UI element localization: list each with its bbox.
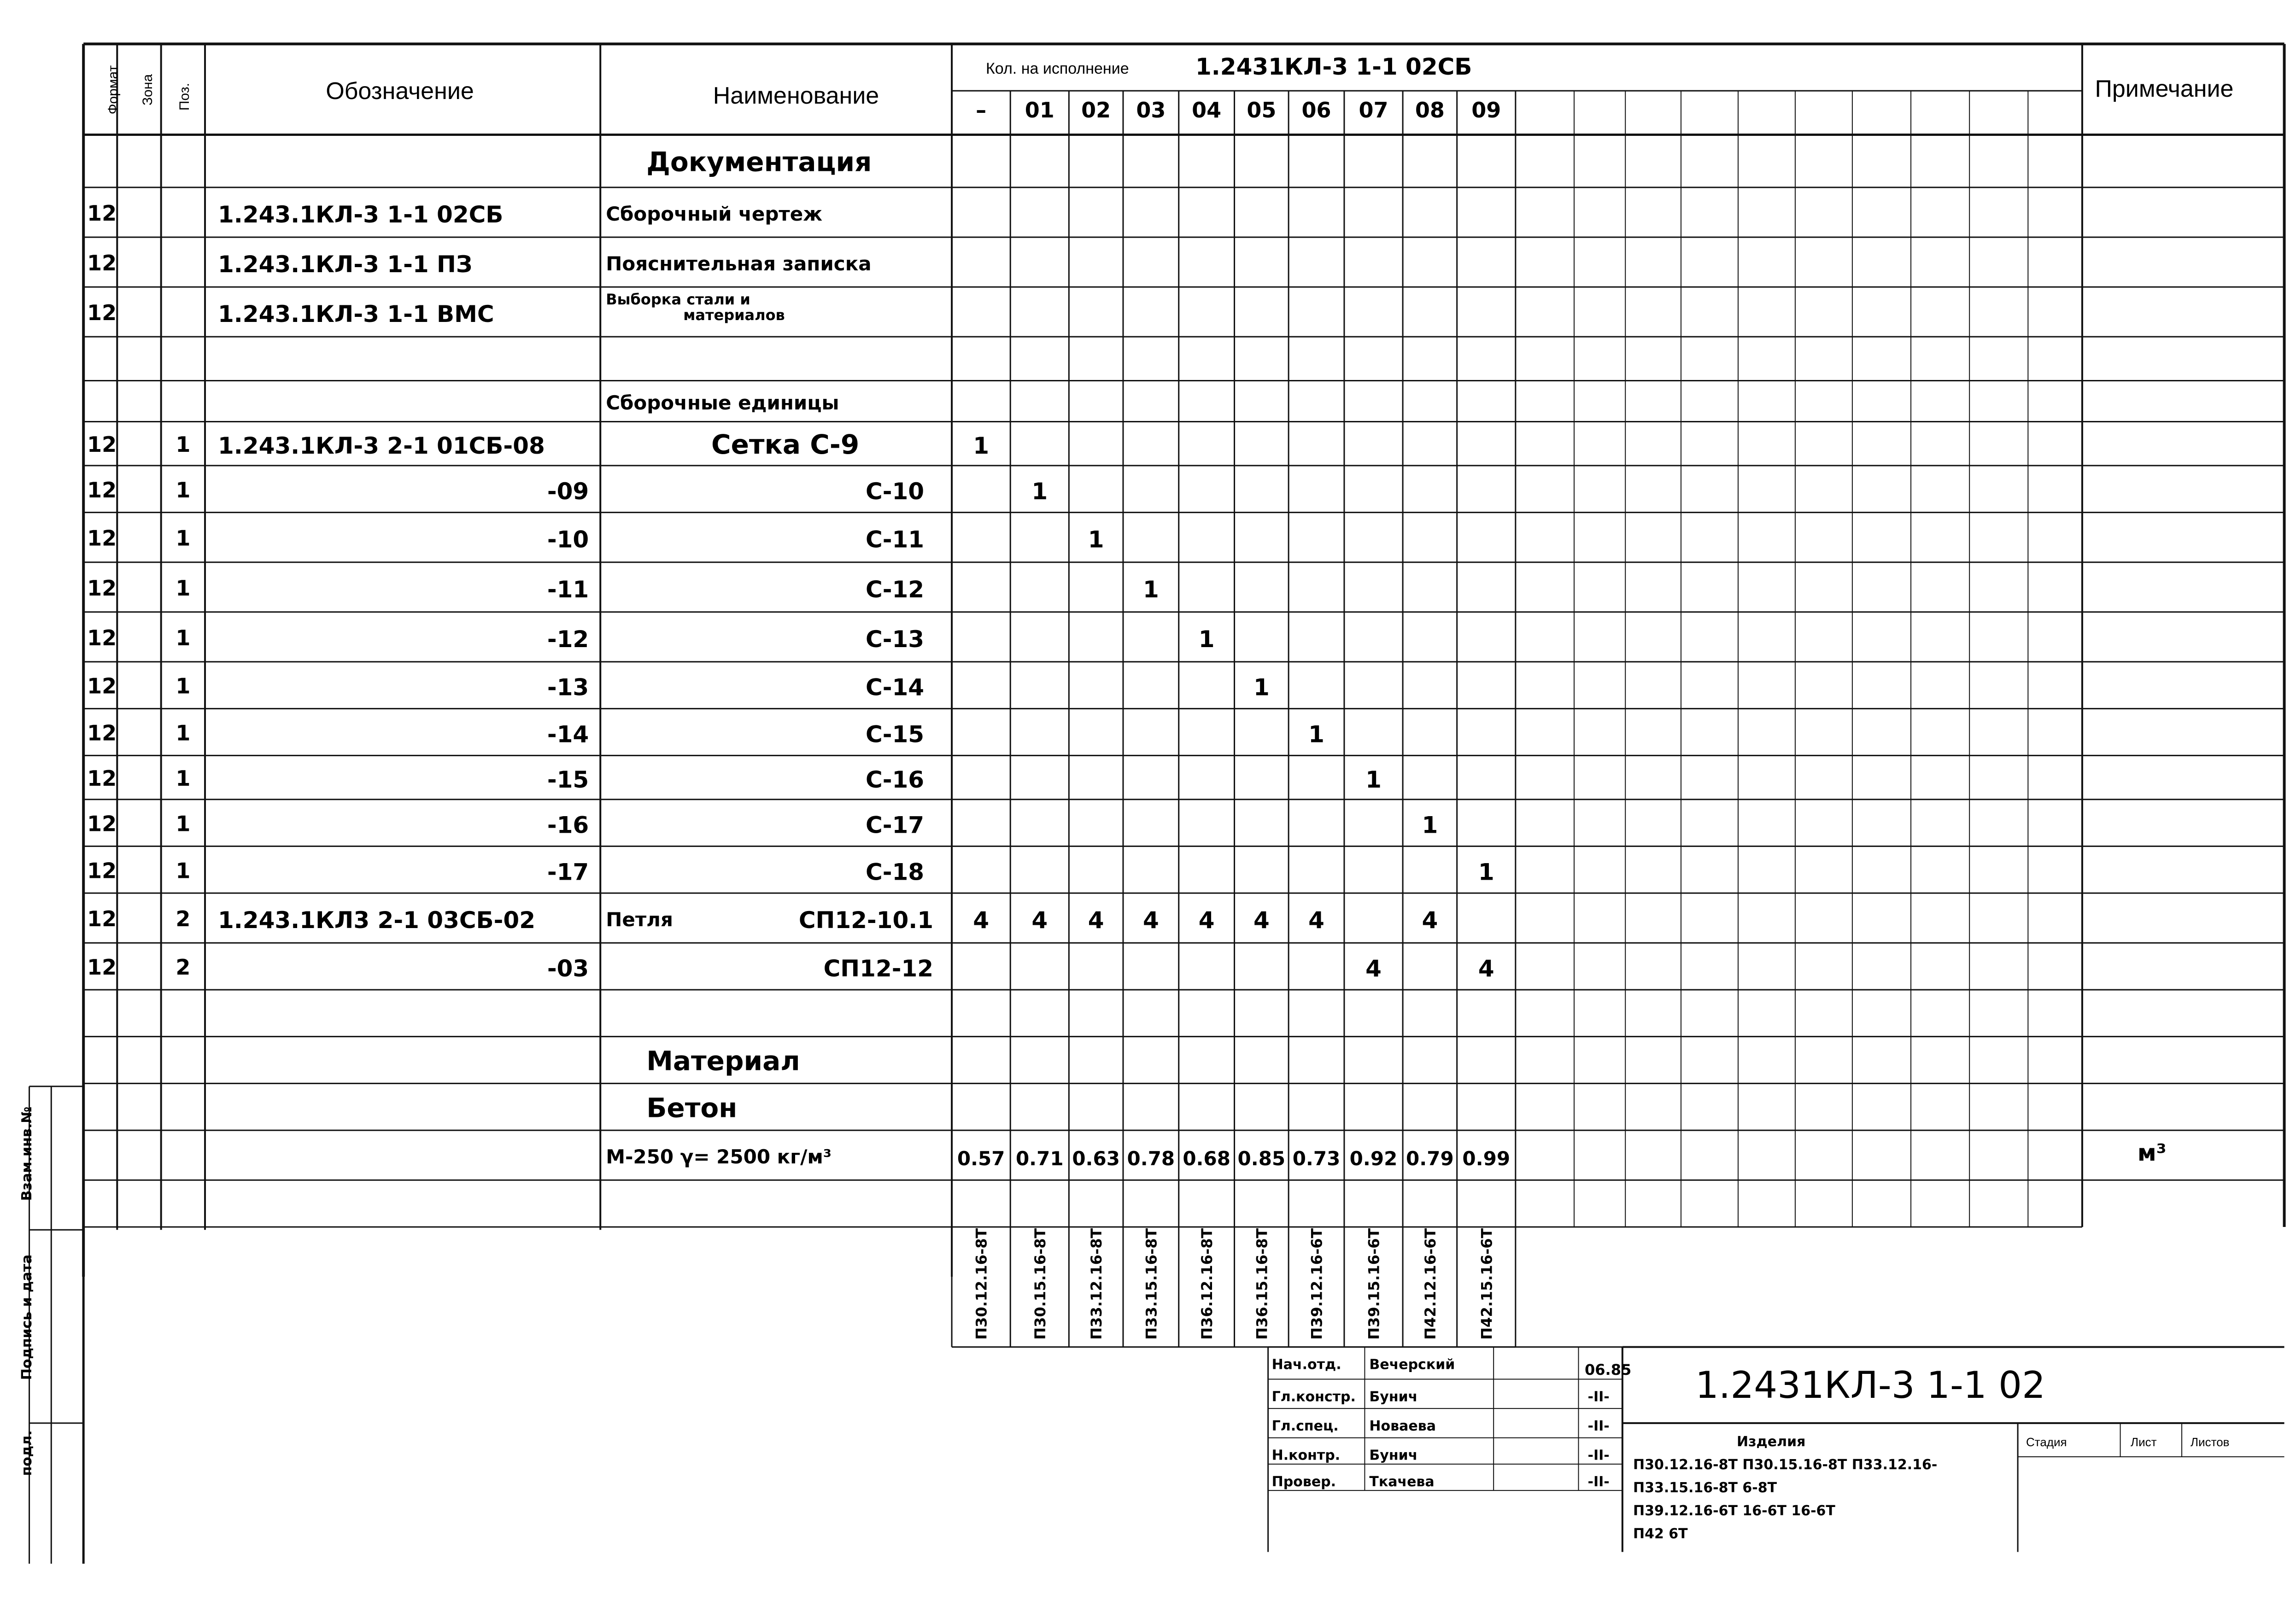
row-qty: 1: [1088, 526, 1104, 553]
row-designation: -16: [547, 812, 589, 839]
slab-label: П39.15.16-6Т: [1365, 1228, 1383, 1340]
row-name: Сборочный чертеж: [606, 202, 823, 225]
row-qty: 0.71: [1015, 1147, 1064, 1170]
row-qty: 0.63: [1072, 1147, 1120, 1170]
header-qty-doc: 1.2431КЛ-3 1-1 02СБ: [1195, 53, 1472, 80]
row-qty: 0.73: [1292, 1147, 1341, 1170]
row-position: 1: [176, 575, 191, 601]
row-name-right: СП12-12: [823, 955, 934, 982]
row-designation: 1.243.1КЛ-3 2-1 01СБ-08: [218, 432, 545, 460]
row-qty: 4: [1031, 907, 1048, 934]
row-position: 1: [176, 720, 191, 746]
row-qty: 1: [1422, 812, 1438, 839]
item-line-3: П39.12.16-6Т 16-6Т 16-6Т: [1633, 1503, 1835, 1519]
row-format: 12: [87, 625, 117, 650]
variant-header-9: 09: [1471, 98, 1501, 123]
row-qty: 0.79: [1406, 1147, 1454, 1170]
row-format: 12: [87, 811, 117, 836]
row-name: С-11: [866, 526, 925, 553]
row-format: 12: [87, 200, 117, 226]
row-designation: -13: [547, 674, 589, 701]
row-qty: 4: [1088, 907, 1104, 934]
row-designation: -17: [547, 859, 589, 886]
slab-label: П30.15.16-8Т: [1031, 1228, 1049, 1340]
row-name: С-12: [866, 576, 925, 603]
row-name: Сборочные единицы: [606, 391, 839, 415]
row-format: 12: [87, 575, 117, 601]
row-name-right: СП12-10.1: [798, 907, 934, 934]
row-position: 2: [176, 955, 191, 980]
row-qty: 1: [1031, 478, 1048, 505]
header-designation: Обозначение: [326, 78, 474, 105]
row-designation: -11: [547, 576, 589, 603]
row-designation: -15: [547, 766, 589, 794]
variant-header-4: 04: [1192, 98, 1222, 123]
row-designation: -03: [547, 955, 589, 982]
title-name: Ткачева: [1369, 1473, 1435, 1490]
row-designation: -09: [547, 478, 589, 505]
title-name: Бунич: [1369, 1447, 1418, 1464]
variant-header-2: 02: [1081, 98, 1111, 123]
row-qty: 0.85: [1237, 1147, 1286, 1170]
header-format: Формат: [105, 65, 121, 115]
row-qty: 0.68: [1183, 1147, 1230, 1170]
row-designation: 1.243.1КЛ-3 1-1 ПЗ: [218, 251, 473, 278]
row-format: 12: [87, 955, 117, 980]
side-stamp: [19, 1107, 35, 1476]
row-format: 12: [87, 858, 117, 883]
variant-headers: [976, 98, 1501, 123]
item-line-4: П42 6Т: [1633, 1526, 1688, 1542]
row-qty: 1: [1478, 859, 1494, 886]
slab-label: П36.12.16-8Т: [1198, 1228, 1216, 1340]
slab-label: П42.15.16-6Т: [1478, 1228, 1496, 1340]
row-position: 1: [176, 526, 191, 551]
row-name: С-17: [866, 812, 925, 839]
row-designation: 1.243.1КЛ3 2-1 03СБ-02: [218, 907, 535, 934]
title-name: Вечерский: [1369, 1356, 1455, 1373]
row-qty: 0.57: [957, 1147, 1005, 1170]
row-designation: -10: [547, 526, 589, 553]
slab-label: П30.12.16-8Т: [972, 1228, 990, 1340]
row-format: 12: [87, 720, 117, 746]
title-name: Бунич: [1369, 1389, 1418, 1405]
title-role: Нач.отд.: [1271, 1356, 1341, 1373]
header-zone: Зона: [140, 74, 155, 106]
title-date: -II-: [1587, 1473, 1610, 1490]
row-name: С-14: [866, 674, 925, 701]
row-qty: 1: [1253, 674, 1270, 701]
row-format: 12: [87, 432, 117, 457]
row-format: 12: [87, 477, 117, 502]
header-pos: Поз.: [177, 83, 192, 111]
slab-label: П33.12.16-8Т: [1088, 1228, 1106, 1340]
row-position: 1: [176, 477, 191, 502]
row-designation: 1.243.1КЛ-3 1-1 ВМС: [218, 301, 494, 328]
row-note: м³: [2137, 1139, 2167, 1167]
row-name: С-16: [866, 766, 925, 794]
title-date: -II-: [1587, 1418, 1610, 1435]
row-position: 1: [176, 432, 191, 457]
title-role: Гл.спец.: [1271, 1418, 1339, 1435]
row-qty: 4: [1308, 907, 1324, 934]
row-qty: 4: [1422, 907, 1438, 934]
variant-header-6: 06: [1301, 98, 1331, 123]
row-qty: 4: [1365, 955, 1382, 982]
row-name-line2: материалов: [683, 306, 785, 324]
row-format: 12: [87, 526, 117, 551]
row-format: 12: [87, 300, 117, 326]
row-qty: 0.78: [1127, 1147, 1175, 1170]
row-qty: 4: [973, 907, 990, 934]
header-qty-label: Кол. на исполнение: [986, 60, 1129, 77]
row-name: Бетон: [646, 1092, 738, 1124]
row-qty: 4: [1198, 907, 1215, 934]
row-qty: 1: [1365, 766, 1382, 794]
title-name: Новаева: [1369, 1418, 1436, 1435]
row-qty: 1: [1198, 625, 1215, 653]
row-designation: 1.243.1КЛ-3 1-1 02СБ: [218, 201, 504, 228]
header-note: Примечание: [2095, 76, 2234, 102]
stamp-signature-date: Подпись и дата: [19, 1254, 35, 1380]
row-name: М-250 γ= 2500 кг/м³: [606, 1145, 832, 1168]
variant-header-3: 03: [1136, 98, 1166, 123]
row-qty: 1: [1142, 576, 1159, 603]
stamp-original: подл.: [19, 1430, 35, 1476]
row-qty: 4: [1253, 907, 1270, 934]
row-name: С-18: [866, 859, 925, 886]
row-qty: 1: [973, 432, 990, 460]
slab-label: П33.15.16-8Т: [1142, 1228, 1160, 1340]
item-title: Изделия: [1737, 1434, 1806, 1450]
row-qty: 0.92: [1349, 1147, 1398, 1170]
title-date: -II-: [1587, 1447, 1610, 1464]
row-position: 1: [176, 811, 191, 836]
row-position: 1: [176, 858, 191, 883]
row-name: С-15: [866, 721, 925, 748]
variant-header-7: 07: [1359, 98, 1388, 123]
row-position: 1: [176, 625, 191, 650]
row-name: Материал: [646, 1045, 800, 1077]
row-name: Выборка стали и: [606, 291, 750, 309]
row-designation: -12: [547, 625, 589, 653]
variant-header-1: 01: [1025, 98, 1054, 123]
row-qty: 4: [1142, 907, 1159, 934]
row-qty: 4: [1478, 955, 1494, 982]
variant-header-8: 08: [1415, 98, 1445, 123]
row-position: 1: [176, 766, 191, 791]
row-format: 12: [87, 673, 117, 699]
row-format: 12: [87, 251, 117, 276]
stage-label: Стадия: [2026, 1435, 2067, 1449]
row-name: С-13: [866, 625, 925, 653]
row-name: Документация: [646, 146, 872, 178]
header-name: Наименование: [713, 82, 879, 109]
row-position: 2: [176, 906, 191, 932]
title-role: Гл.констр.: [1271, 1389, 1356, 1405]
row-name: Сетка С-9: [711, 429, 860, 461]
item-line-2: П33.15.16-8Т 6-8Т: [1633, 1480, 1777, 1496]
title-date: -II-: [1587, 1389, 1610, 1405]
title-block: [1272, 1357, 2230, 1542]
title-role: Н.контр.: [1271, 1447, 1341, 1464]
row-position: 1: [176, 673, 191, 699]
slab-label: П36.15.16-8Т: [1253, 1228, 1271, 1340]
table-header: [105, 53, 2233, 114]
stamp-replace-inv: Взам.инв.№: [19, 1106, 35, 1201]
row-name: С-10: [866, 478, 925, 505]
table-rows: [87, 146, 2167, 1170]
title-role: Провер.: [1271, 1473, 1336, 1490]
slab-label: П42.12.16-6Т: [1421, 1228, 1439, 1340]
row-format: 12: [87, 766, 117, 791]
item-line-1: П30.12.16-8Т П30.15.16-8Т П33.12.16-: [1633, 1457, 1938, 1473]
sheet-label: Лист: [2131, 1435, 2157, 1449]
row-qty: 1: [1308, 721, 1324, 748]
date-top: 06.85: [1585, 1361, 1632, 1378]
row-designation: -14: [547, 721, 589, 748]
row-format: 12: [87, 906, 117, 932]
row-qty: 0.99: [1462, 1147, 1511, 1170]
row-name: Петля: [606, 908, 673, 931]
slab-label: П39.12.16-6Т: [1308, 1228, 1326, 1340]
variant-header-5: 05: [1247, 98, 1277, 123]
doc-code: 1.2431КЛ-3 1-1 02: [1695, 1364, 2045, 1407]
variant-header-0: –: [976, 98, 987, 123]
row-name: Пояснительная записка: [606, 252, 872, 275]
sheets-label: Листов: [2191, 1435, 2230, 1449]
